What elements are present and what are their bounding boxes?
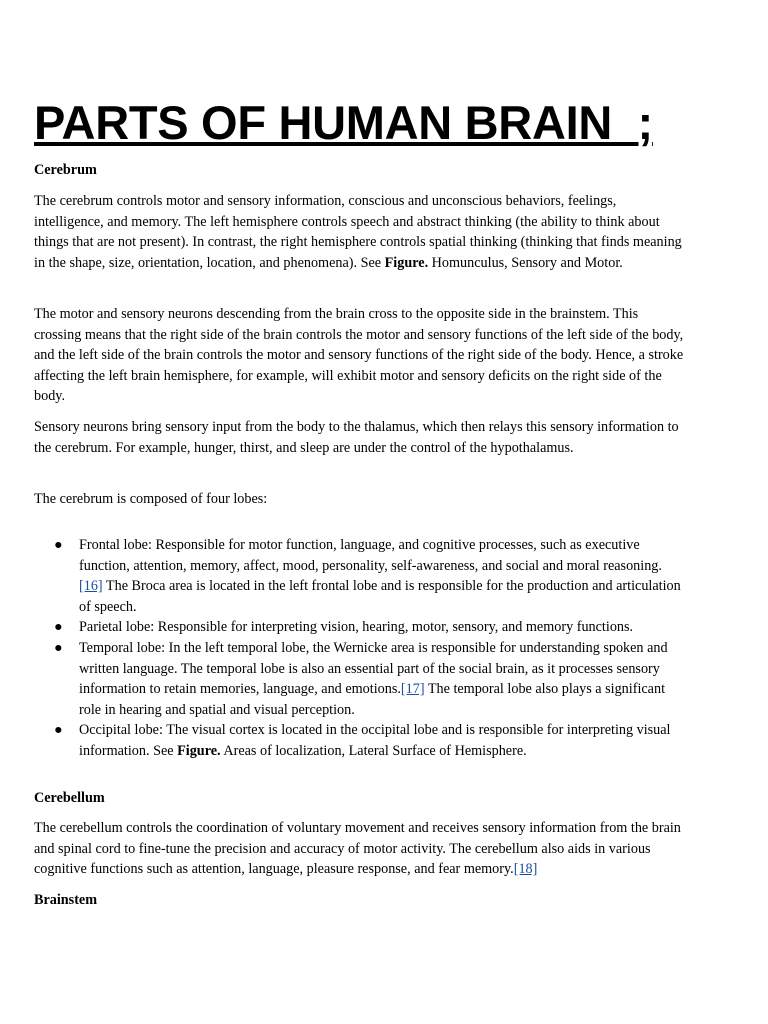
- brainstem-heading: Brainstem: [34, 892, 98, 908]
- cerebrum-paragraph-2: The motor and sensory neurons descending from the brain cross to the opposite side in the brainstem. This crossing means that the right side of the brain controls the motor and sensory functions of the left side of the body, and the left side of the brain controls the motor and sensory functions of the right side of the body. Hence, a stroke affecting the left brain hemisphere, for example, will exhibit motor and sensory deficits on the right side of the body.: [34, 306, 684, 405]
- cerebellum-text: The cerebellum controls the coordination of voluntary movement and receives sensory information from the brain and spinal cord to fine-tune the precision and accuracy of motor activity. The cerebellum also aids in various cognitive functions such as attention, language, pleasure response, and fear memory.: [34, 820, 681, 878]
- reference-link-16[interactable]: [16]: [79, 578, 103, 595]
- parietal-lobe-text: Parietal lobe: Responsible for interpreting vision, hearing, motor, sensory, and memory functions.: [79, 619, 634, 636]
- cerebrum-p1-text: The cerebrum controls motor and sensory information, conscious and unconscious behaviors, feelings, intelligence, and memory. The left hemisphere controls speech and abstract thinking (the ability to think about things that are not present). In contrast, the right hemisphere controls spatial thinking (thinking that finds meaning in the shape, size, orientation, location, and phenomena). See: [34, 193, 682, 271]
- cerebrum-paragraph-1: [34, 191, 684, 273]
- bullet-icon: ●: [54, 639, 63, 656]
- cerebrum-heading: Cerebrum: [34, 162, 97, 178]
- frontal-lobe-tail: The Broca area is located in the left frontal lobe and is responsible for the production and articulation of speech.: [79, 578, 681, 615]
- list-item-occipital-lobe: [34, 720, 684, 761]
- temporal-lobe-tail: The temporal lobe also plays a significant role in hearing and spatial and visual perception.: [79, 681, 666, 718]
- figure-label: Figure.: [177, 742, 221, 759]
- figure-label: Figure.: [384, 254, 429, 271]
- reference-link-18[interactable]: [18]: [513, 861, 538, 878]
- list-item-temporal-lobe: [34, 638, 684, 720]
- list-item-frontal-lobe: [34, 535, 684, 617]
- cerebrum-paragraph-3: Sensory neurons bring sensory input from the body to the thalamus, which then relays this sensory information to the cerebrum. For example, hunger, thirst, and sleep are under the control of the hypothalamus.: [34, 419, 679, 456]
- bullet-icon: ●: [54, 722, 63, 739]
- cerebrum-p1-tail: Homunculus, Sensory and Motor.: [428, 254, 623, 271]
- bullet-icon: ●: [54, 537, 63, 553]
- occipital-lobe-tail: Areas of localization, Lateral Surface of Hemisphere.: [220, 742, 527, 759]
- reference-link-17[interactable]: [17]: [400, 681, 425, 698]
- occipital-lobe-text: Occipital lobe: The visual cortex is located in the occipital lobe and is responsible for interpreting visual information. See: [79, 722, 671, 759]
- cerebrum-paragraph-4: The cerebrum is composed of four lobes:: [34, 491, 268, 507]
- lobes-list: [34, 535, 684, 762]
- frontal-lobe-text: Frontal lobe: Responsible for motor function, language, and cognitive processes, such as executive function, attention, memory, affect, mood, personality, self-awareness, and social and moral reasoning.: [79, 537, 662, 574]
- bullet-icon: ●: [54, 619, 63, 636]
- cerebellum-heading: Cerebellum: [34, 790, 105, 806]
- temporal-lobe-text: Temporal lobe: In the left temporal lobe, the Wernicke area is responsible for understanding spoken and written language. The temporal lobe is also an essential part of the social brain, as it processes sensory information to retain memories, language, and emotions.: [79, 639, 668, 698]
- cerebellum-paragraph: [34, 818, 684, 880]
- list-item-parietal-lobe: [34, 617, 684, 638]
- page-title: PARTS OF HUMAN BRAIN ;: [34, 96, 653, 149]
